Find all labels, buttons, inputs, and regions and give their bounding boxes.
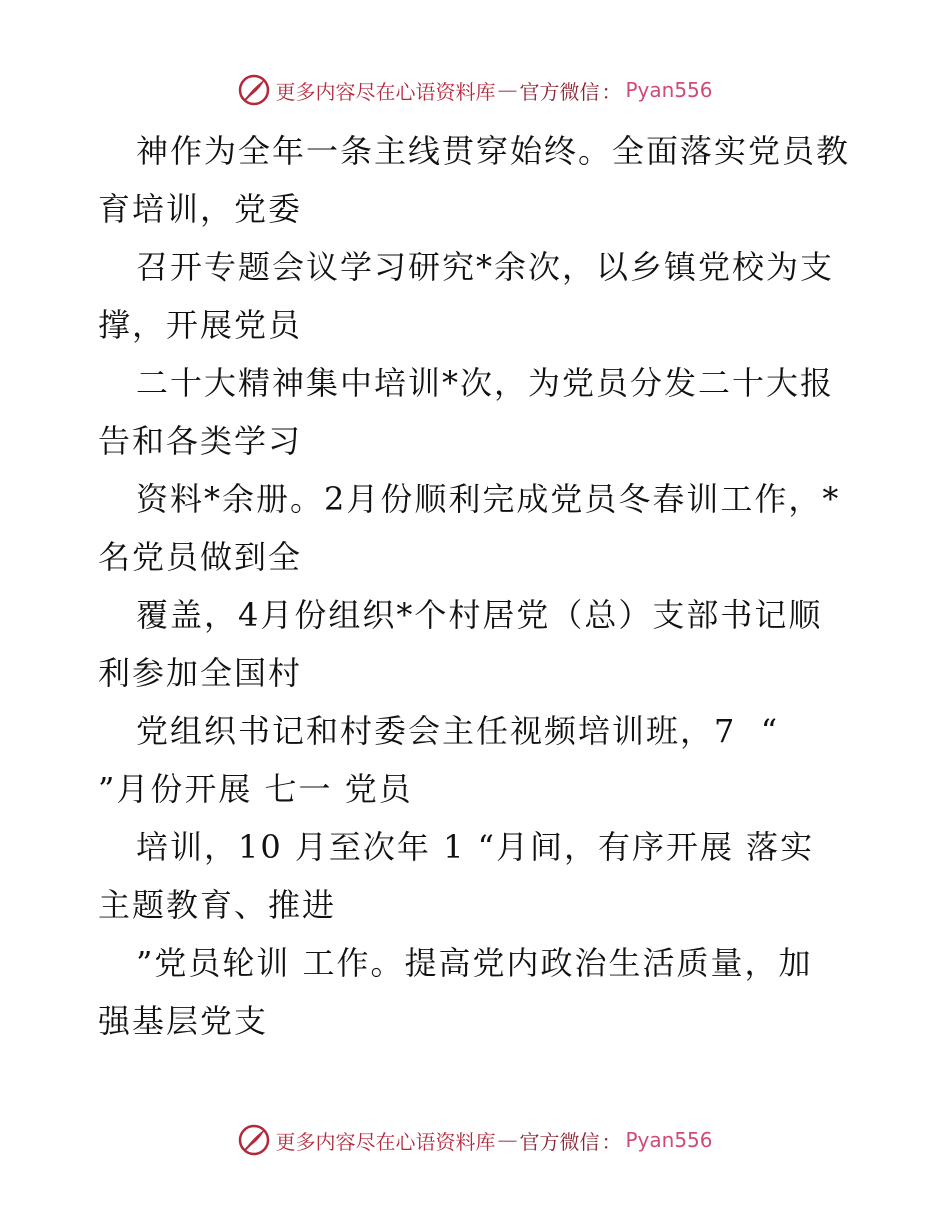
body-line: ”月份开展 七一 党员 bbox=[98, 770, 413, 808]
quill-logo-icon bbox=[237, 1123, 271, 1157]
body-line: 告和各类学习 bbox=[98, 422, 303, 460]
body-line: 育培训，党委 bbox=[98, 190, 303, 228]
body-line: 神作为全年一条主线贯穿始终。全面落实党员教 bbox=[136, 132, 851, 170]
watermark-brand: 更多内容尽在心语资料库 bbox=[275, 79, 496, 104]
footer-watermark bbox=[0, 1120, 950, 1160]
body-line: 名党员做到全 bbox=[98, 538, 303, 576]
watermark-official: 官方微信 bbox=[519, 1129, 600, 1154]
watermark-colon: ： bbox=[601, 1129, 622, 1154]
document-body bbox=[98, 122, 868, 1050]
body-line: ”党员轮训 工作。提高党内政治生活质量，加 bbox=[136, 944, 813, 982]
body-line: 资料*余册。2月份顺利完成党员冬春训工作，* bbox=[136, 480, 841, 518]
watermark-colon: ： bbox=[601, 79, 622, 104]
watermark-official: 官方微信 bbox=[519, 79, 600, 104]
watermark-dash: — bbox=[497, 1128, 518, 1152]
body-line: 强基层党支 bbox=[98, 1002, 269, 1040]
quill-logo-icon bbox=[237, 73, 271, 107]
watermark-dash: — bbox=[497, 78, 518, 102]
body-line: 党组织书记和村委会主任视频培训班，7 “ bbox=[136, 712, 780, 750]
watermark-brand: 更多内容尽在心语资料库 bbox=[275, 1129, 496, 1154]
watermark-wechat-id: Pyan556 bbox=[625, 1128, 713, 1152]
body-line: 培训，10 月至次年 1 “月间，有序开展 落实 bbox=[136, 828, 815, 866]
body-line: 利参加全国村 bbox=[98, 654, 303, 692]
body-line: 覆盖，4月份组织*个村居党（总）支部书记顺 bbox=[136, 596, 823, 634]
body-line: 撑，开展党员 bbox=[98, 306, 303, 344]
watermark-wechat-id: Pyan556 bbox=[625, 78, 713, 102]
body-line: 二十大精神集中培训*次，为党员分发二十大报 bbox=[136, 364, 835, 402]
body-line: 主题教育、推进 bbox=[98, 886, 337, 924]
header-watermark bbox=[0, 70, 950, 110]
body-line: 召开专题会议学习研究*余次，以乡镇党校为支 bbox=[136, 248, 835, 286]
